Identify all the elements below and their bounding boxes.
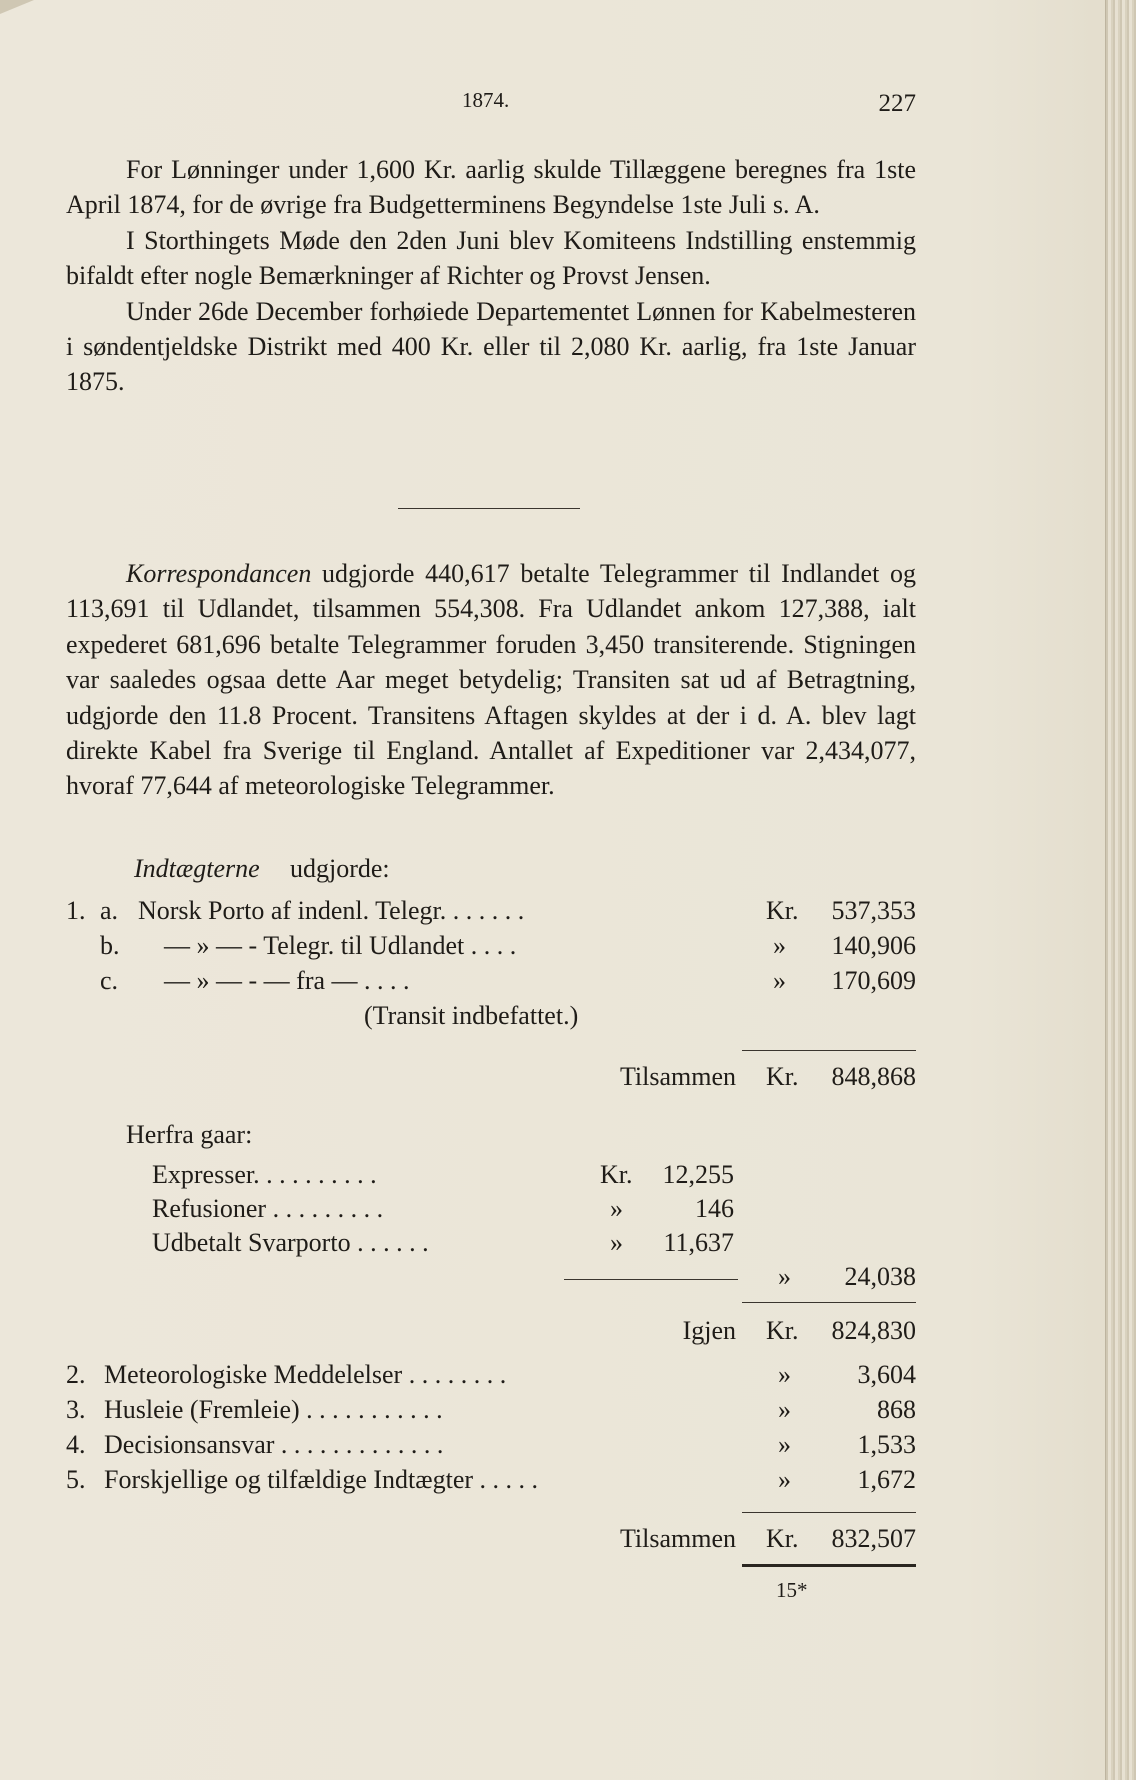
subtotal-currency: Kr.: [766, 1062, 799, 1091]
row-currency: »: [610, 1228, 623, 1257]
remaining-value: 824,830: [831, 1316, 916, 1345]
remaining-label: Igjen: [682, 1316, 736, 1345]
total-double-rule: [742, 1564, 916, 1567]
deductions-heading-row: [0, 1120, 1136, 1155]
item-number: 1.: [66, 896, 86, 925]
deductions-heading: Herfra gaar:: [126, 1120, 253, 1149]
running-header: [66, 88, 916, 122]
row-value: 12,255: [662, 1160, 734, 1189]
row-value: 537,353: [831, 896, 916, 925]
paragraph-correspondence: [66, 556, 916, 804]
paragraph-storthing-meeting: I Storthingets Møde den 2den Juni blev Komiteens Indstilling enstemmig bifaldt efter nogle Bemærkninger af Richter og Provst Jensen.: [66, 225, 916, 291]
signature-mark: 15*: [776, 1578, 808, 1602]
remaining-row: [0, 1316, 1136, 1351]
row-currency: Kr.: [766, 896, 799, 925]
row-currency: »: [773, 931, 786, 960]
total-currency: Kr.: [766, 1524, 799, 1553]
row-currency: Kr.: [600, 1160, 633, 1189]
row-value: 140,906: [831, 931, 916, 960]
item-number: 4.: [66, 1430, 86, 1459]
table-row: [0, 1360, 1136, 1395]
correspondence-italic: Korrespondancen: [126, 559, 312, 588]
page-number: 227: [878, 90, 916, 117]
item-number: 3.: [66, 1395, 86, 1424]
total-rule: [742, 1512, 916, 1513]
transit-note: (Transit indbefattet.): [364, 1001, 579, 1030]
row-label: Meteorologiske Meddelelser . . . . . . . .: [104, 1360, 507, 1389]
table-row: [0, 931, 1136, 966]
table-row: [0, 1465, 1136, 1500]
sub-item-letter: c.: [100, 966, 119, 995]
row-value: 11,637: [663, 1228, 734, 1257]
row-currency: »: [778, 1360, 791, 1389]
table-row: [0, 1395, 1136, 1430]
table-row: [0, 1160, 1136, 1195]
paragraph-cable-master: Under 26de December forhøiede Departementet Lønnen for Kabelmesteren i søndentjeldske Distrikt med 400 Kr. eller til 2,080 Kr. aarlig, fra 1ste Januar 1875.: [66, 296, 916, 397]
deductions-total-row: [0, 1262, 1136, 1297]
row-value: 3,604: [857, 1360, 916, 1389]
row-label: Decisionsansvar . . . . . . . . . . . . .: [104, 1430, 444, 1459]
row-value: 868: [877, 1395, 916, 1424]
row-label: Forskjellige og tilfældige Indtægter . . . . .: [104, 1465, 539, 1494]
header-year: 1874.: [462, 88, 510, 112]
row-currency: »: [778, 1430, 791, 1459]
table-row: [0, 1194, 1136, 1229]
table-row: [0, 1228, 1136, 1263]
remaining-currency: Kr.: [766, 1316, 799, 1345]
total-value: 832,507: [831, 1524, 916, 1553]
row-currency: »: [778, 1465, 791, 1494]
revenue-heading-rest: udgjorde:: [290, 854, 390, 883]
row-label: Husleie (Fremleie) . . . . . . . . . . .: [104, 1395, 443, 1424]
item-number: 2.: [66, 1360, 86, 1389]
row-value: 170,609: [831, 966, 916, 995]
row-label: Refusioner . . . . . . . . .: [152, 1194, 384, 1223]
deductions-total-currency: »: [778, 1262, 791, 1291]
correspondence-text: udgjorde 440,617 betalte Telegrammer til Indlandet og 113,691 til Udlandet, tilsammen 554,308. Fra Udlandet ankom 127,388, ialt expederet 681,696 betalte Telegrammer foruden 3,450 transiterende. Stigningen var saaledes ogsaa dette Aar meget betydelig; Transiten sat ud af Betragtning, udgjorde den 11.8 Procent. Transitens Aftagen skyldes at der i d. A. blev lagt direkte Kabel fra Sverige til England. Antallet af Expeditioner var 2,434,077, hvoraf 77,644 af meteorologiske Telegrammer.: [66, 559, 916, 801]
transit-note-row: [0, 1001, 1136, 1036]
total-label: Tilsammen: [619, 1524, 736, 1553]
body-text-correspondence: [66, 556, 916, 804]
row-value: 1,533: [857, 1430, 916, 1459]
row-label: Expresser. . . . . . . . . .: [152, 1160, 377, 1189]
row-currency: »: [778, 1395, 791, 1424]
body-text-top: [66, 152, 916, 400]
table-row: [0, 896, 1136, 931]
row-value: 1,672: [857, 1465, 916, 1494]
table-row: [0, 1430, 1136, 1465]
subtotal-rule: [742, 1050, 916, 1051]
revenue-heading-italic: Indtægterne: [134, 854, 260, 883]
subtotal-label: Tilsammen: [619, 1062, 736, 1091]
remaining-rule: [742, 1302, 916, 1303]
page-corner-shadow: [0, 0, 34, 14]
row-currency: »: [610, 1194, 623, 1223]
row-currency: »: [773, 966, 786, 995]
row-label: — » — - Telegr. til Udlandet . . . .: [164, 931, 517, 960]
item-number: 5.: [66, 1465, 86, 1494]
revenue-heading: [0, 854, 1136, 889]
table-row: [0, 966, 1136, 1001]
row-label: Norsk Porto af indenl. Telegr. . . . . . .: [138, 896, 525, 925]
total-row: [0, 1524, 1136, 1559]
sub-item-letter: b.: [100, 931, 120, 960]
row-label: — » — - — fra — . . . .: [164, 966, 410, 995]
paragraph-salary-supplements: For Lønninger under 1,600 Kr. aarlig skulde Tillæggene beregnes fra 1ste April 1874, for de øvrige fra Budgetterminens Begyndelse 1ste Juli s. A.: [66, 155, 916, 220]
book-binding-edge: [1105, 0, 1136, 1780]
section-separator: [398, 508, 580, 509]
row-label: Udbetalt Svarporto . . . . . .: [152, 1228, 429, 1257]
deductions-total-value: 24,038: [844, 1262, 916, 1291]
subtotal-value: 848,868: [831, 1062, 916, 1091]
subtotal-row: [0, 1062, 1136, 1097]
sub-item-letter: a.: [100, 896, 119, 925]
row-value: 146: [695, 1194, 734, 1223]
